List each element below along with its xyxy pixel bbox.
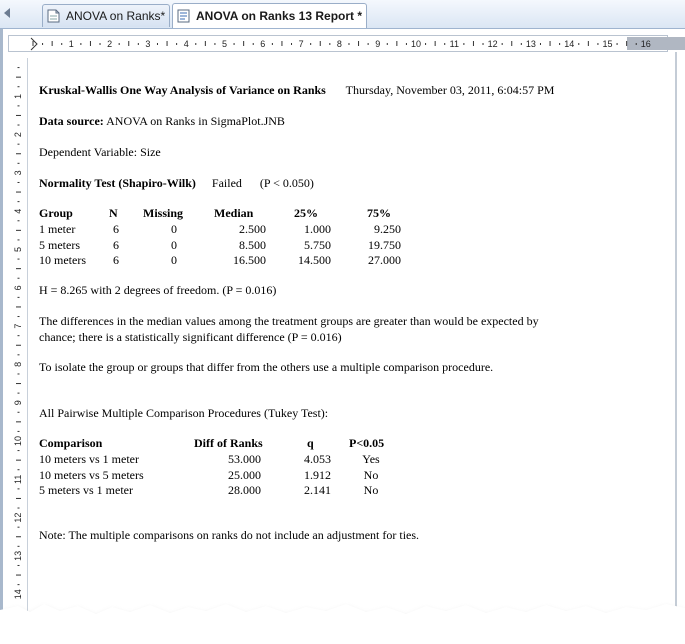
scroll-tabs-left-icon[interactable] [4, 8, 10, 18]
ruler-tick [348, 43, 349, 45]
pairwise-title: All Pairwise Multiple Comparison Procedures (Tukey Test): [39, 406, 329, 420]
vruler-mark: 9 [13, 400, 23, 406]
ruler-tick [214, 43, 215, 45]
vruler-tick [18, 144, 20, 145]
vruler-tick [18, 488, 20, 489]
stats-cell-p25: 5.750 [304, 237, 331, 252]
stats-cell-missing: 0 [171, 253, 177, 267]
ruler-tick [128, 41, 129, 46]
tab-label: ANOVA on Ranks 13 Report * [196, 9, 363, 23]
stats-header-missing: Missing [143, 206, 184, 220]
stats-row [39, 222, 439, 238]
ruler-mark: 12 [487, 39, 498, 49]
vruler-mark: 3 [13, 170, 23, 176]
comp-header-p: P<0.05 [349, 436, 385, 450]
differences-text-line1: The differences in the median values among the treatment groups are greater than would be expected by [39, 314, 539, 328]
vruler-tick [18, 163, 20, 164]
vruler-mark: 8 [13, 361, 23, 367]
vruler-mark: 13 [13, 550, 23, 561]
normality-label: Normality Test (Shapiro-Wilk) [39, 176, 196, 190]
vruler-mark: 12 [13, 512, 23, 523]
ruler-tick [281, 41, 282, 46]
comp-cell-q: 4.053 [304, 452, 331, 466]
ruler-mark: 4 [183, 39, 189, 49]
ruler-tick [617, 43, 618, 45]
vruler-mark: 10 [13, 435, 23, 447]
stats-header-group: Group [39, 206, 73, 220]
differences-text-line2: chance; there is a statistically significant difference (P = 0.016) [39, 330, 342, 344]
vruler-tick [18, 450, 20, 451]
ruler-tick [463, 43, 464, 45]
tab-anova-on-ranks[interactable] [42, 4, 170, 27]
stats-cell-group: 5 meters [39, 237, 80, 252]
ruler-mark: 9 [375, 39, 381, 49]
vruler-mark: 5 [13, 246, 23, 253]
vruler-tick [18, 393, 20, 394]
vruler-tick [16, 460, 21, 461]
ruler-tick [483, 43, 484, 45]
ruler-tick [636, 43, 637, 45]
vruler-tick [18, 239, 20, 240]
ruler-mark: 16 [640, 39, 651, 49]
window-left-edge [0, 28, 3, 644]
data-source-line [39, 114, 285, 129]
vruler-tick [16, 192, 21, 193]
ruler-tick [396, 41, 397, 46]
stats-cell-group: 1 meter [39, 222, 76, 236]
stats-cell-p75: 27.000 [368, 253, 401, 267]
vruler-tick [18, 527, 20, 528]
stats-cell-p75: 19.750 [368, 237, 401, 252]
ruler-tick [550, 41, 551, 46]
ruler-mark: 5 [221, 39, 228, 49]
vruler-tick [16, 421, 21, 422]
ruler-tick [167, 41, 168, 46]
ruler-tick [42, 43, 43, 45]
vruler-tick [18, 546, 20, 547]
vruler-mark: 11 [13, 474, 23, 484]
ruler-tick [272, 43, 273, 45]
ruler-tick [559, 43, 560, 45]
ruler-tick [435, 41, 436, 46]
vruler-tick [16, 383, 21, 384]
comp-cell-significant: No [363, 483, 379, 497]
vruler-tick [16, 498, 21, 499]
vruler-tick [16, 345, 21, 346]
comp-header-comparison: Comparison [39, 436, 103, 450]
vruler-tick [18, 125, 20, 126]
ruler-mark: 13 [525, 39, 536, 49]
vruler-tick [18, 182, 20, 183]
ruler-tick [195, 43, 196, 45]
comp-cell-comparison: 5 meters vs 1 meter [39, 483, 133, 497]
stats-cell-n: 6 [113, 237, 119, 252]
comparison-header-row [39, 436, 439, 452]
vruler-tick [18, 431, 20, 432]
data-source-value: ANOVA on Ranks in SigmaPlot.JNB [106, 114, 285, 128]
tab-label: ANOVA on Ranks* [66, 9, 166, 23]
vruler-tick [18, 67, 20, 68]
vruler-tick [16, 230, 21, 231]
ruler-mark: 15 [602, 39, 613, 49]
vruler-tick [16, 268, 21, 269]
stats-header-25: 25% [294, 206, 318, 220]
vruler-tick [16, 536, 21, 537]
report-page[interactable] [30, 58, 670, 618]
stats-cell-median: 2.500 [239, 222, 266, 236]
normality-p: (P < 0.050) [259, 176, 314, 190]
vruler-tick [16, 153, 21, 154]
vruler-tick [16, 77, 21, 78]
stats-cell-p25: 1.000 [304, 222, 331, 236]
vruler-tick [18, 335, 20, 336]
ruler-tick [61, 43, 62, 45]
note-text: Note: The multiple comparisons on ranks do not include an adjustment for ties. [39, 528, 420, 542]
ruler-tick [588, 41, 589, 46]
report-title-line [39, 83, 554, 98]
stats-cell-median: 8.500 [239, 237, 266, 252]
worksheet-icon [47, 9, 60, 23]
comparison-row [39, 483, 439, 499]
comp-cell-comparison: 10 meters vs 1 meter [39, 452, 139, 466]
comp-header-diff: Diff of Ranks [194, 436, 263, 450]
stats-header-median: Median [214, 206, 254, 220]
comp-cell-significant: No [363, 467, 379, 482]
ruler-tick [310, 43, 311, 45]
isolate-text: To isolate the group or groups that differ from the others use a multiple comparison procedure. [39, 360, 494, 374]
ruler-mark: 2 [107, 39, 113, 49]
normality-test-line [39, 176, 314, 191]
vruler-tick [18, 565, 20, 566]
ruler-mark: 1 [68, 39, 74, 49]
stats-cell-n: 6 [113, 222, 119, 236]
vruler-mark: 1 [13, 93, 23, 99]
ruler-tick [205, 41, 206, 46]
ruler-tick [119, 43, 120, 45]
comp-cell-significant: Yes [362, 452, 380, 466]
stats-cell-missing: 0 [171, 222, 177, 236]
stats-cell-p75: 9.250 [374, 222, 401, 236]
ruler-tick [80, 43, 81, 45]
tab-anova-on-ranks-13-report[interactable] [172, 3, 367, 28]
comp-cell-comparison: 10 meters vs 5 meters [39, 467, 144, 482]
vruler-mark: 2 [13, 132, 23, 138]
ruler-tick [521, 43, 522, 45]
ruler-tick [358, 41, 359, 46]
ruler-tick [253, 43, 254, 45]
vruler-mark: 6 [13, 285, 23, 291]
vruler-tick [18, 373, 20, 374]
comp-cell-diff: 53.000 [228, 452, 261, 466]
stats-cell-p25: 14.500 [298, 253, 331, 267]
ruler-right-margin [627, 37, 685, 50]
vruler-tick [18, 259, 20, 260]
ruler-tick [368, 43, 369, 45]
vruler-tick [18, 86, 20, 87]
vruler-tick [18, 297, 20, 298]
torn-edge-decoration [0, 570, 685, 644]
vruler-tick [18, 105, 20, 106]
report-datetime: Thursday, November 03, 2011, 6:04:57 PM [345, 83, 555, 97]
vruler-mark: 7 [13, 323, 23, 329]
ruler-tick [387, 43, 388, 45]
stats-header-row [39, 206, 439, 222]
ruler-tick [90, 41, 91, 46]
ruler-tick [100, 43, 101, 45]
vruler-tick [16, 115, 21, 116]
stats-cell-median: 16.500 [233, 253, 266, 267]
ruler-tick [502, 43, 503, 45]
vruler-mark: 4 [13, 208, 23, 214]
ruler-tick [540, 43, 541, 45]
comp-header-q: q [307, 436, 314, 450]
report-title: Kruskal-Wallis One Way Analysis of Variance on Ranks [39, 83, 326, 97]
ruler-tick [33, 41, 34, 46]
ruler-tick [138, 43, 139, 45]
page-right-edge [675, 52, 677, 612]
comp-cell-q: 2.141 [304, 483, 331, 497]
ruler-tick [406, 43, 407, 45]
vruler-tick [18, 278, 20, 279]
comp-cell-q: 1.912 [304, 467, 331, 482]
data-source-label: Data source: [39, 114, 104, 128]
stats-cell-n: 6 [113, 253, 119, 267]
ruler-tick [291, 43, 292, 45]
stats-row [39, 253, 439, 269]
vruler-tick [18, 201, 20, 202]
ruler-tick [597, 43, 598, 45]
comp-cell-diff: 25.000 [228, 467, 261, 482]
vruler-mark: 14 [13, 589, 23, 600]
dependent-variable: Dependent Variable: Size [39, 145, 161, 159]
ruler-mark: 8 [336, 39, 342, 49]
tab-strip [0, 0, 685, 29]
ruler-tick [320, 41, 321, 46]
stats-cell-group: 10 meters [39, 253, 86, 267]
comparison-row [39, 468, 439, 484]
horizontal-ruler[interactable] [8, 35, 668, 52]
vruler-tick [18, 469, 20, 470]
ruler-tick [425, 43, 426, 45]
vruler-tick [18, 316, 20, 317]
ruler-tick [234, 43, 235, 45]
vruler-tick [16, 306, 21, 307]
ruler-tick [176, 43, 177, 45]
stats-header-75: 75% [367, 206, 391, 220]
ruler-tick [52, 41, 53, 46]
ruler-tick [511, 41, 512, 46]
ruler-tick [157, 43, 158, 45]
ruler-tick [578, 43, 579, 45]
ruler-mark: 14 [564, 39, 575, 49]
vertical-ruler[interactable] [10, 58, 28, 644]
ruler-mark: 3 [145, 39, 151, 49]
vruler-tick [18, 412, 20, 413]
vruler-tick [18, 354, 20, 355]
ruler-tick [329, 43, 330, 45]
ruler-mark: 11 [449, 39, 459, 49]
report-icon [177, 9, 190, 23]
h-statistic: H = 8.265 with 2 degrees of freedom. (P = 0.016) [39, 283, 277, 297]
normality-result: Failed [211, 176, 242, 190]
ruler-tick [243, 41, 244, 46]
stats-cell-missing: 0 [171, 237, 177, 252]
stats-header-n: N [109, 206, 118, 220]
comparison-row [39, 452, 439, 468]
ruler-mark: 7 [298, 39, 304, 49]
left-indent-marker [31, 38, 37, 50]
ruler-mark: 10 [410, 39, 422, 49]
stats-row [39, 238, 439, 254]
vruler-tick [18, 508, 20, 509]
vruler-tick [18, 220, 20, 221]
ruler-tick [626, 41, 627, 46]
ruler-mark: 6 [260, 39, 266, 49]
ruler-tick [444, 43, 445, 45]
ruler-tick [473, 41, 474, 46]
comp-cell-diff: 28.000 [228, 483, 261, 497]
